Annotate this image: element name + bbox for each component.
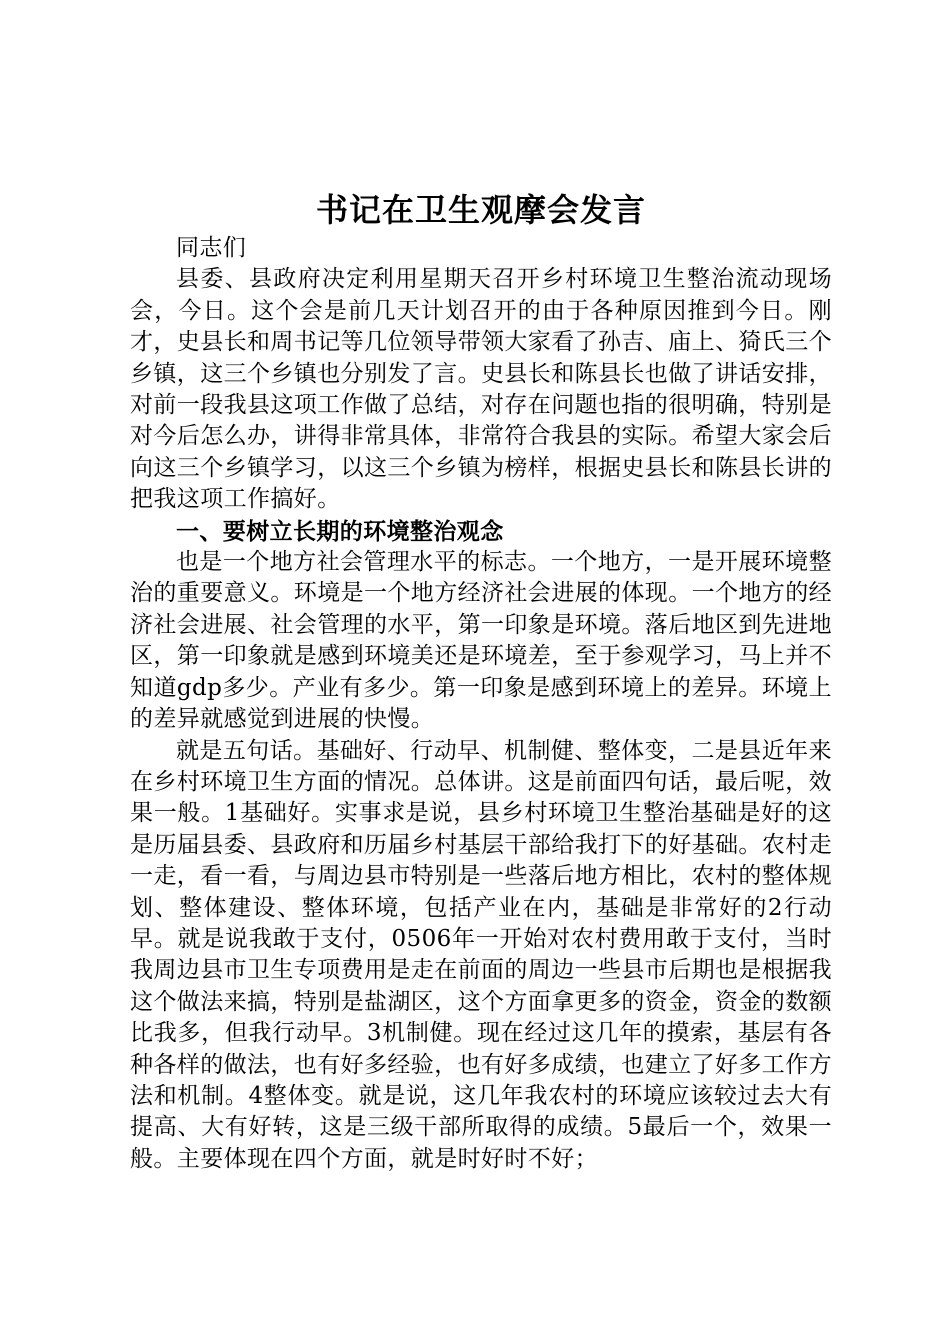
paragraph-opening: 县委、县政府决定利用星期天召开乡村环境卫生整治流动现场会，今日。这个会是前几天计划召开的由于各种原因推到今日。刚才，史县长和周书记等几位领导带领大家看了孙吉、庙上、猗氏三个乡镇，这三个乡镇也分别发了言。史县长和陈县长也做了讲话安排，对前一段我县这项工作做了总结，对存在问题也指的很明确，特别是对今后怎么办，讲得非常具体，非常符合我县的实际。希望大家会后向这三个乡镇学习，以这三个乡镇为榜样，根据史县长和陈县长讲的把我这项工作搞好。	[130, 266, 832, 513]
paragraph-county-situation: 就是五句话。基础好、行动早、机制健、整体变，二是县近年来在乡村环境卫生方面的情况。总体讲。这是前面四句话，最后呢，效果一般。1基础好。实事求是说，县乡村环境卫生整治基础是好的这是历届县委、县政府和历届乡村基层干部给我打下的好基础。农村走一走，看一看，与周边县市特别是一些落后地方相比，农村的整体规划、整体建设、整体环境，包括产业在内，基础是非常好的2行动早。就是说我敢于支付，0506年一开始对农村费用敢于支付，当时我周边县市卫生专项费用是走在前面的周边一些县市后期也是根据我这个做法来搞，特别是盐湖区，这个方面拿更多的资金，资金的数额比我多，但我行动早。3机制健。现在经过这几年的摸索，基层有各种各样的做法，也有好多经验，也有好多成绩，也建立了好多工作方法和机制。4整体变。就是说，这几年我农村的环境应该较过去大有提高、大有好转，这是三级干部所取得的成绩。5最后一个，效果一般。主要体现在四个方面，就是时好时不好；	[130, 737, 832, 1172]
salutation: 同志们	[176, 235, 247, 261]
paragraph-environment-significance: 也是一个地方社会管理水平的标志。一个地方，一是开展环境整治的重要意义。环境是一个地方经济社会进展的体现。一个地方的经济社会进展、社会管理的水平，第一印象是环境。落后地区到先进地区，第一印象就是感到环境美还是环境差，至于参观学习，马上并不知道gdp多少。产业有多少。第一印象是感到环境上的差异。环境上的差异就感觉到进展的快慢。	[130, 549, 832, 733]
document-title: 书记在卫生观摩会发言	[315, 191, 646, 229]
document-body	[130, 233, 832, 1175]
section-heading-1: 一、要树立长期的环境整治观念	[176, 517, 504, 545]
